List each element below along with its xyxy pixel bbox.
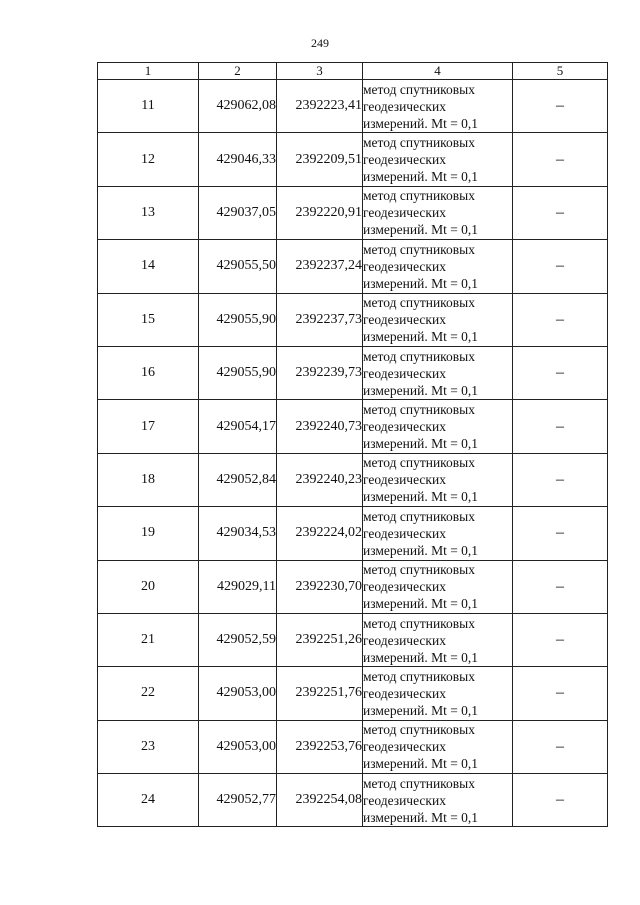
point-number: 19 [98,507,199,560]
point-number: 21 [98,613,199,666]
coordinate-y: 2392209,51 [277,133,363,186]
point-number: 23 [98,720,199,773]
method-description [363,133,513,186]
page-number: 249 [311,36,329,50]
coordinate-y: 2392224,02 [277,507,363,560]
table-row [98,133,608,186]
coordinate-x: 429052,59 [199,613,277,666]
coordinate-x: 429052,77 [199,774,277,827]
method-description [363,613,513,666]
method-line: метод спутниковых [363,241,475,257]
method-line: измерений. Mt = 0,1 [363,756,479,772]
note-cell: – [513,720,608,773]
note-cell: – [513,293,608,346]
point-number: 14 [98,240,199,293]
coordinates-table [97,62,608,827]
method-line: измерений. Mt = 0,1 [363,596,479,612]
point-number: 24 [98,774,199,827]
table-row [98,346,608,399]
coordinate-y: 2392251,76 [277,667,363,720]
coordinate-x: 429062,08 [199,80,277,133]
table-header-row [98,63,608,80]
note-cell: – [513,613,608,666]
method-line: метод спутниковых [363,668,475,684]
point-number: 22 [98,667,199,720]
method-line: измерений. Mt = 0,1 [363,542,479,558]
coordinate-y: 2392240,73 [277,400,363,453]
table-row [98,400,608,453]
table-row [98,774,608,827]
coordinate-x: 429029,11 [199,560,277,613]
method-line: геодезических [363,365,446,381]
method-description [363,453,513,506]
method-description [363,186,513,239]
table-row [98,560,608,613]
note-cell: – [513,400,608,453]
note-cell: – [513,453,608,506]
note-cell: – [513,774,608,827]
method-line: метод спутниковых [363,455,475,471]
column-header-2: 2 [199,63,277,80]
method-description [363,720,513,773]
method-line: метод спутниковых [363,562,475,578]
method-line: метод спутниковых [363,722,475,738]
coordinate-y: 2392220,91 [277,186,363,239]
method-line: измерений. Mt = 0,1 [363,436,479,452]
method-line: геодезических [363,579,446,595]
method-line: измерений. Mt = 0,1 [363,222,479,238]
method-line: измерений. Mt = 0,1 [363,649,479,665]
coordinate-x: 429054,17 [199,400,277,453]
note-cell: – [513,133,608,186]
note-cell: – [513,560,608,613]
method-line: метод спутниковых [363,135,475,151]
method-line: метод спутниковых [363,615,475,631]
point-number: 11 [98,80,199,133]
coordinate-x: 429052,84 [199,453,277,506]
method-line: геодезических [363,685,446,701]
method-line: измерений. Mt = 0,1 [363,489,479,505]
table-row [98,667,608,720]
method-line: метод спутниковых [363,775,475,791]
coordinate-y: 2392239,73 [277,346,363,399]
method-line: метод спутниковых [363,402,475,418]
method-description [363,80,513,133]
coordinate-x: 429055,90 [199,293,277,346]
point-number: 16 [98,346,199,399]
method-description [363,346,513,399]
table-row [98,80,608,133]
point-number: 15 [98,293,199,346]
coordinate-x: 429034,53 [199,507,277,560]
method-line: геодезических [363,98,446,114]
method-line: метод спутниковых [363,188,475,204]
coordinate-y: 2392251,26 [277,613,363,666]
method-line: геодезических [363,632,446,648]
method-description [363,667,513,720]
note-cell: – [513,346,608,399]
coordinate-x: 429055,50 [199,240,277,293]
note-cell: – [513,80,608,133]
method-description [363,400,513,453]
note-cell: – [513,507,608,560]
method-line: метод спутниковых [363,348,475,364]
point-number: 12 [98,133,199,186]
coordinate-x: 429053,00 [199,667,277,720]
method-line: геодезических [363,419,446,435]
column-header-4: 4 [363,63,513,80]
point-number: 20 [98,560,199,613]
method-line: измерений. Mt = 0,1 [363,169,479,185]
coordinate-y: 2392240,23 [277,453,363,506]
method-line: измерений. Mt = 0,1 [363,809,479,825]
table-row [98,293,608,346]
column-header-5: 5 [513,63,608,80]
table-row [98,240,608,293]
coordinate-x: 429055,90 [199,346,277,399]
method-line: метод спутниковых [363,81,475,97]
method-line: метод спутниковых [363,295,475,311]
method-line: измерений. Mt = 0,1 [363,702,479,718]
method-line: геодезических [363,739,446,755]
table-row [98,613,608,666]
coordinate-y: 2392254,08 [277,774,363,827]
point-number: 18 [98,453,199,506]
method-line: геодезических [363,152,446,168]
point-number: 17 [98,400,199,453]
method-description [363,774,513,827]
method-description [363,293,513,346]
table-row [98,186,608,239]
method-line: геодезических [363,258,446,274]
point-number: 13 [98,186,199,239]
method-line: метод спутниковых [363,508,475,524]
method-line: измерений. Mt = 0,1 [363,115,479,131]
method-description [363,507,513,560]
coordinate-y: 2392223,41 [277,80,363,133]
method-line: геодезических [363,472,446,488]
note-cell: – [513,667,608,720]
coordinate-y: 2392237,24 [277,240,363,293]
method-line: измерений. Mt = 0,1 [363,329,479,345]
method-line: геодезических [363,792,446,808]
coordinate-x: 429053,00 [199,720,277,773]
table-row [98,453,608,506]
column-header-1: 1 [98,63,199,80]
method-description [363,240,513,293]
table-row [98,507,608,560]
coordinate-y: 2392253,76 [277,720,363,773]
coordinate-x: 429037,05 [199,186,277,239]
coordinate-y: 2392230,70 [277,560,363,613]
column-header-3: 3 [277,63,363,80]
coordinate-y: 2392237,73 [277,293,363,346]
coordinate-x: 429046,33 [199,133,277,186]
method-line: геодезических [363,205,446,221]
method-line: геодезических [363,312,446,328]
method-line: измерений. Mt = 0,1 [363,275,479,291]
method-description [363,560,513,613]
table-row [98,720,608,773]
note-cell: – [513,186,608,239]
table-body [98,80,608,827]
method-line: геодезических [363,525,446,541]
note-cell: – [513,240,608,293]
method-line: измерений. Mt = 0,1 [363,382,479,398]
